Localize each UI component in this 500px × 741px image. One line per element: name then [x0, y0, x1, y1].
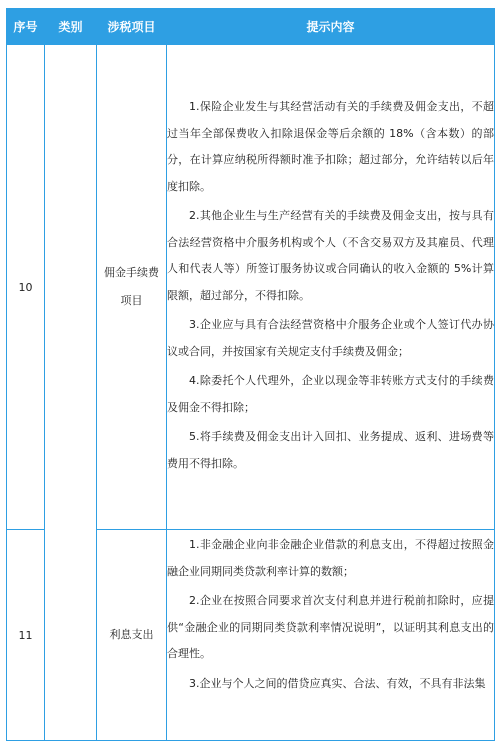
row-tips — [167, 530, 495, 741]
tip-paragraph: 4.除委托个人代理外，企业以现金等非转账方式支付的手续费及佣金不得扣除； — [167, 374, 494, 414]
header-category: 类别 — [45, 9, 97, 45]
header-tips: 提示内容 — [167, 9, 495, 45]
header-item: 涉税项目 — [97, 9, 167, 45]
header-no: 序号 — [7, 9, 45, 45]
row-category — [45, 45, 97, 741]
tip-paragraph: 2.其他企业生与生产经营有关的手续费及佣金支出，按与具有合法经营资格中介服务机构或个人（不含交易双方及其雇员、代理人和代表人等）所签订服务协议或合同确认的收入金额的 5%计算限额，超过部分，不得扣除。 — [167, 209, 494, 302]
tips-clip — [167, 532, 494, 738]
row-tips — [167, 45, 495, 530]
table-row — [7, 45, 495, 530]
row-number: 10 — [7, 45, 45, 530]
row-item-label: 佣金手续费项目 — [104, 266, 159, 307]
tip-paragraph: 2.企业在按照合同要求首次支付利息并进行税前扣除时，应提供“金融企业的同期同类贷款利率情况说明”，以证明其利息支出的合理性。 — [167, 594, 494, 660]
tip-paragraph: 5.将手续费及佣金支出计入回扣、业务提成、返利、进场费等费用不得扣除。 — [167, 430, 494, 470]
tip-paragraph: 3.企业与个人之间的借贷应真实、合法、有效，不具有非法集 — [189, 676, 486, 690]
row-item — [97, 45, 167, 530]
tip-paragraph: 3.企业应与具有合法经营资格中介服务企业或个人签订代办协议或合同，并按国家有关规定支付手续费及佣金； — [167, 318, 494, 358]
row-item-label: 利息支出 — [109, 628, 154, 641]
row-number: 11 — [7, 530, 45, 741]
row-item — [97, 530, 167, 741]
tax-items-table — [6, 8, 495, 741]
tip-paragraph: 1.非金融企业向非金融企业借款的利息支出，不得超过按照金融企业同期同类贷款利率计算的数额； — [167, 538, 494, 578]
table-header-row — [7, 9, 495, 45]
tip-paragraph: 1.保险企业发生与其经营活动有关的手续费及佣金支出，不超过当年全部保费收入扣除退保金等后余额的 18%（含本数）的部分，在计算应纳税所得额时准予扣除；超过部分，允许结转以后年度扣除。 — [167, 100, 494, 193]
